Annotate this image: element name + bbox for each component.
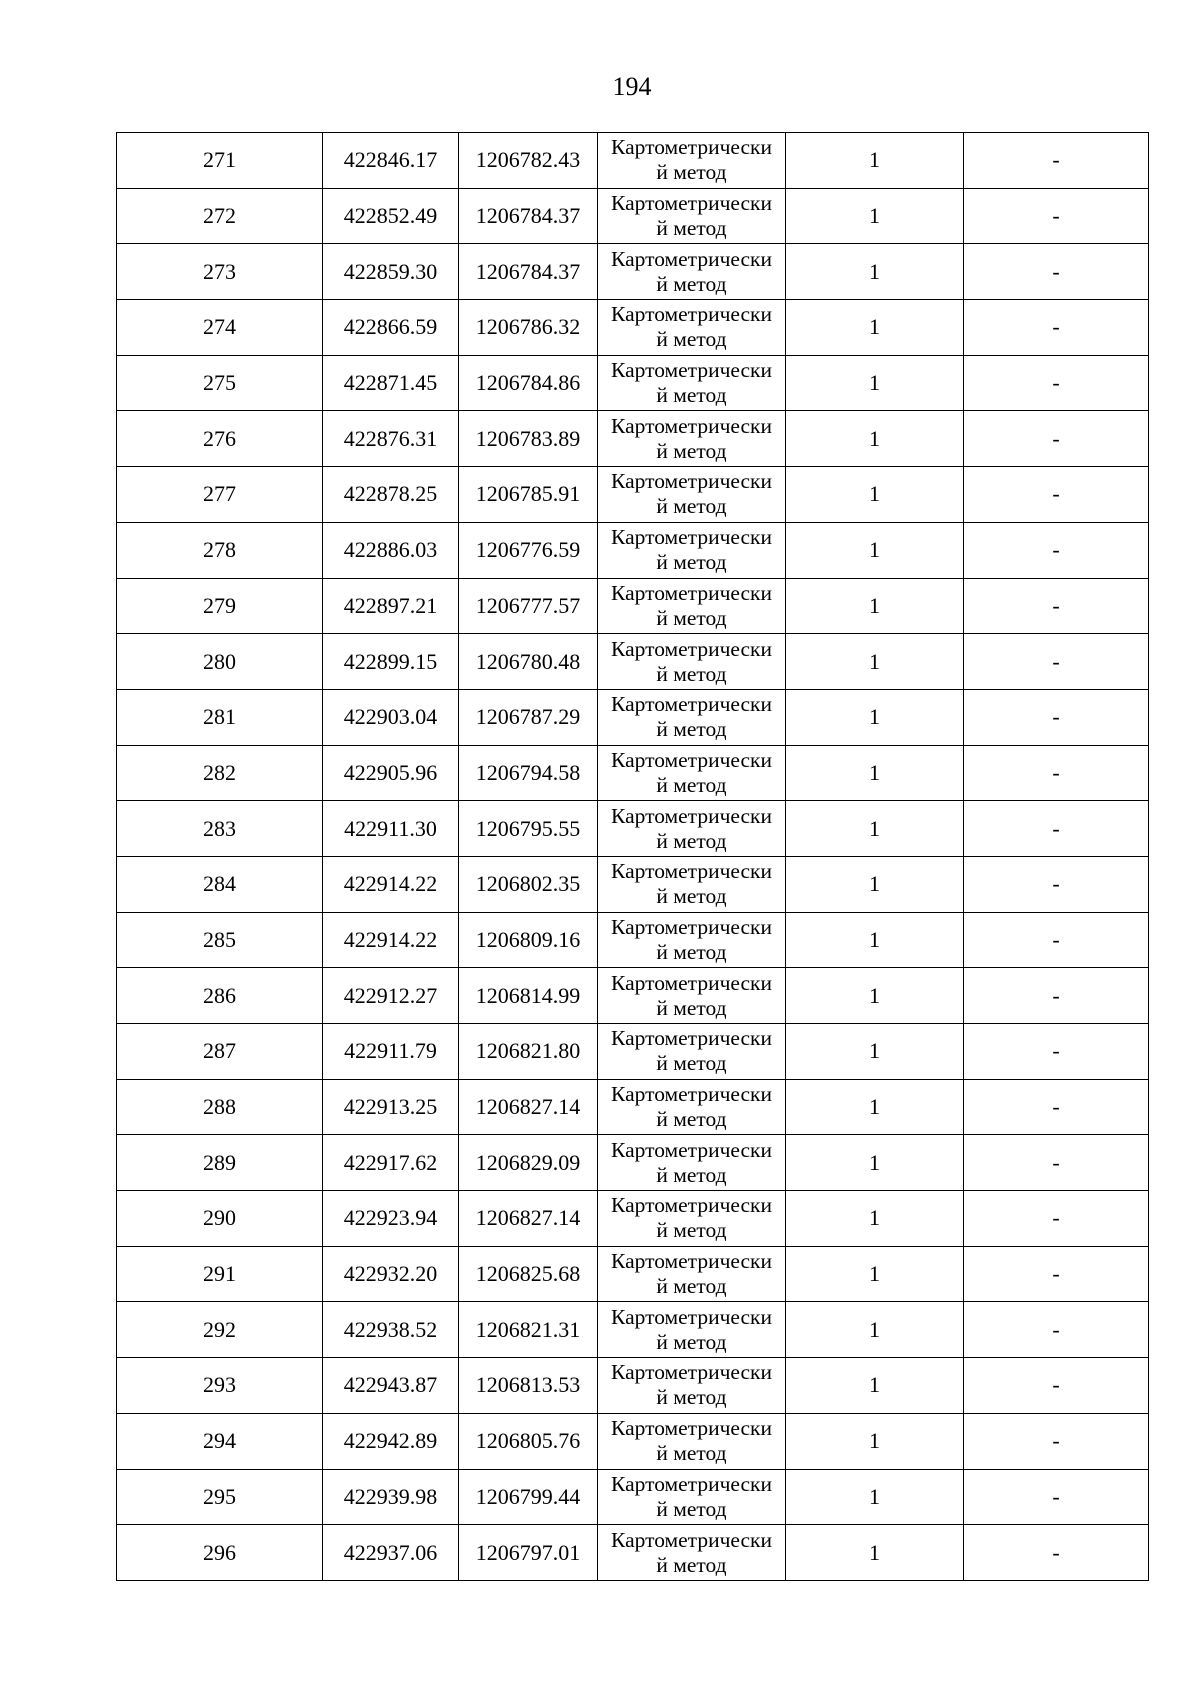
point-number-cell: 273 <box>117 244 323 300</box>
x-coordinate-cell: 422878.25 <box>323 467 459 523</box>
note-cell: - <box>964 689 1149 745</box>
table-row <box>117 801 1149 857</box>
note-cell: - <box>964 1246 1149 1302</box>
accuracy-cell: 1 <box>786 912 964 968</box>
table-row <box>117 522 1149 578</box>
method-cell: Картометрически й метод <box>598 1135 786 1191</box>
point-number-cell: 272 <box>117 188 323 244</box>
y-coordinate-cell: 1206787.29 <box>459 689 598 745</box>
table-row <box>117 1469 1149 1525</box>
point-number-cell: 286 <box>117 968 323 1024</box>
note-cell: - <box>964 634 1149 690</box>
point-number-cell: 274 <box>117 300 323 356</box>
x-coordinate-cell: 422943.87 <box>323 1358 459 1414</box>
note-cell: - <box>964 578 1149 634</box>
y-coordinate-cell: 1206795.55 <box>459 801 598 857</box>
y-coordinate-cell: 1206776.59 <box>459 522 598 578</box>
method-cell: Картометрически й метод <box>598 856 786 912</box>
x-coordinate-cell: 422886.03 <box>323 522 459 578</box>
table-row <box>117 411 1149 467</box>
y-coordinate-cell: 1206821.31 <box>459 1302 598 1358</box>
accuracy-cell: 1 <box>786 689 964 745</box>
method-cell: Картометрически й метод <box>598 1413 786 1469</box>
point-number-cell: 296 <box>117 1525 323 1581</box>
note-cell: - <box>964 1135 1149 1191</box>
y-coordinate-cell: 1206825.68 <box>459 1246 598 1302</box>
table-row <box>117 133 1149 189</box>
x-coordinate-cell: 422905.96 <box>323 745 459 801</box>
point-number-cell: 288 <box>117 1079 323 1135</box>
method-cell: Картометрически й метод <box>598 411 786 467</box>
method-cell: Картометрически й метод <box>598 522 786 578</box>
y-coordinate-cell: 1206799.44 <box>459 1469 598 1525</box>
coordinates-table-body <box>117 133 1149 1581</box>
y-coordinate-cell: 1206785.91 <box>459 467 598 523</box>
y-coordinate-cell: 1206829.09 <box>459 1135 598 1191</box>
point-number-cell: 271 <box>117 133 323 189</box>
method-cell: Картометрически й метод <box>598 355 786 411</box>
method-cell: Картометрически й метод <box>598 1525 786 1581</box>
page-number: 194 <box>612 72 652 101</box>
note-cell: - <box>964 355 1149 411</box>
x-coordinate-cell: 422846.17 <box>323 133 459 189</box>
point-number-cell: 289 <box>117 1135 323 1191</box>
point-number-cell: 277 <box>117 467 323 523</box>
accuracy-cell: 1 <box>786 634 964 690</box>
coordinates-table <box>116 132 1149 1581</box>
table-row <box>117 745 1149 801</box>
x-coordinate-cell: 422876.31 <box>323 411 459 467</box>
table-row <box>117 1191 1149 1247</box>
accuracy-cell: 1 <box>786 188 964 244</box>
x-coordinate-cell: 422859.30 <box>323 244 459 300</box>
note-cell: - <box>964 467 1149 523</box>
x-coordinate-cell: 422932.20 <box>323 1246 459 1302</box>
y-coordinate-cell: 1206797.01 <box>459 1525 598 1581</box>
y-coordinate-cell: 1206821.80 <box>459 1024 598 1080</box>
table-row <box>117 1079 1149 1135</box>
y-coordinate-cell: 1206786.32 <box>459 300 598 356</box>
table-row <box>117 1135 1149 1191</box>
method-cell: Картометрически й метод <box>598 689 786 745</box>
x-coordinate-cell: 422914.22 <box>323 912 459 968</box>
accuracy-cell: 1 <box>786 411 964 467</box>
method-cell: Картометрически й метод <box>598 1024 786 1080</box>
accuracy-cell: 1 <box>786 968 964 1024</box>
table-row <box>117 188 1149 244</box>
note-cell: - <box>964 1024 1149 1080</box>
point-number-cell: 295 <box>117 1469 323 1525</box>
note-cell: - <box>964 745 1149 801</box>
table-row <box>117 300 1149 356</box>
accuracy-cell: 1 <box>786 1413 964 1469</box>
note-cell: - <box>964 912 1149 968</box>
method-cell: Картометрически й метод <box>598 1358 786 1414</box>
accuracy-cell: 1 <box>786 801 964 857</box>
x-coordinate-cell: 422937.06 <box>323 1525 459 1581</box>
note-cell: - <box>964 801 1149 857</box>
accuracy-cell: 1 <box>786 1525 964 1581</box>
x-coordinate-cell: 422939.98 <box>323 1469 459 1525</box>
note-cell: - <box>964 244 1149 300</box>
accuracy-cell: 1 <box>786 1358 964 1414</box>
method-cell: Картометрически й метод <box>598 1191 786 1247</box>
y-coordinate-cell: 1206809.16 <box>459 912 598 968</box>
point-number-cell: 291 <box>117 1246 323 1302</box>
method-cell: Картометрически й метод <box>598 968 786 1024</box>
x-coordinate-cell: 422866.59 <box>323 300 459 356</box>
method-cell: Картометрически й метод <box>598 1302 786 1358</box>
y-coordinate-cell: 1206827.14 <box>459 1079 598 1135</box>
x-coordinate-cell: 422913.25 <box>323 1079 459 1135</box>
x-coordinate-cell: 422899.15 <box>323 634 459 690</box>
table-row <box>117 244 1149 300</box>
point-number-cell: 279 <box>117 578 323 634</box>
note-cell: - <box>964 1469 1149 1525</box>
method-cell: Картометрически й метод <box>598 745 786 801</box>
y-coordinate-cell: 1206814.99 <box>459 968 598 1024</box>
note-cell: - <box>964 1413 1149 1469</box>
x-coordinate-cell: 422911.79 <box>323 1024 459 1080</box>
point-number-cell: 283 <box>117 801 323 857</box>
table-row <box>117 1525 1149 1581</box>
x-coordinate-cell: 422912.27 <box>323 968 459 1024</box>
accuracy-cell: 1 <box>786 1469 964 1525</box>
note-cell: - <box>964 1358 1149 1414</box>
table-row <box>117 689 1149 745</box>
method-cell: Картометрически й метод <box>598 133 786 189</box>
note-cell: - <box>964 133 1149 189</box>
note-cell: - <box>964 522 1149 578</box>
accuracy-cell: 1 <box>786 467 964 523</box>
y-coordinate-cell: 1206780.48 <box>459 634 598 690</box>
note-cell: - <box>964 968 1149 1024</box>
note-cell: - <box>964 188 1149 244</box>
point-number-cell: 275 <box>117 355 323 411</box>
x-coordinate-cell: 422942.89 <box>323 1413 459 1469</box>
point-number-cell: 294 <box>117 1413 323 1469</box>
note-cell: - <box>964 1302 1149 1358</box>
table-row <box>117 634 1149 690</box>
accuracy-cell: 1 <box>786 1191 964 1247</box>
x-coordinate-cell: 422923.94 <box>323 1191 459 1247</box>
point-number-cell: 280 <box>117 634 323 690</box>
accuracy-cell: 1 <box>786 300 964 356</box>
table-row <box>117 1358 1149 1414</box>
y-coordinate-cell: 1206827.14 <box>459 1191 598 1247</box>
accuracy-cell: 1 <box>786 578 964 634</box>
x-coordinate-cell: 422852.49 <box>323 188 459 244</box>
method-cell: Картометрически й метод <box>598 1246 786 1302</box>
accuracy-cell: 1 <box>786 133 964 189</box>
note-cell: - <box>964 300 1149 356</box>
method-cell: Картометрически й метод <box>598 801 786 857</box>
y-coordinate-cell: 1206784.86 <box>459 355 598 411</box>
accuracy-cell: 1 <box>786 745 964 801</box>
accuracy-cell: 1 <box>786 244 964 300</box>
method-cell: Картометрически й метод <box>598 188 786 244</box>
accuracy-cell: 1 <box>786 1302 964 1358</box>
point-number-cell: 282 <box>117 745 323 801</box>
table-row <box>117 1302 1149 1358</box>
table-row <box>117 578 1149 634</box>
accuracy-cell: 1 <box>786 1079 964 1135</box>
method-cell: Картометрически й метод <box>598 1469 786 1525</box>
x-coordinate-cell: 422903.04 <box>323 689 459 745</box>
point-number-cell: 292 <box>117 1302 323 1358</box>
method-cell: Картометрически й метод <box>598 578 786 634</box>
x-coordinate-cell: 422917.62 <box>323 1135 459 1191</box>
point-number-cell: 287 <box>117 1024 323 1080</box>
point-number-cell: 281 <box>117 689 323 745</box>
note-cell: - <box>964 856 1149 912</box>
accuracy-cell: 1 <box>786 1246 964 1302</box>
point-number-cell: 276 <box>117 411 323 467</box>
table-row <box>117 467 1149 523</box>
note-cell: - <box>964 411 1149 467</box>
method-cell: Картометрически й метод <box>598 912 786 968</box>
accuracy-cell: 1 <box>786 1024 964 1080</box>
table-row <box>117 968 1149 1024</box>
table-row <box>117 1413 1149 1469</box>
y-coordinate-cell: 1206794.58 <box>459 745 598 801</box>
accuracy-cell: 1 <box>786 522 964 578</box>
method-cell: Картометрически й метод <box>598 467 786 523</box>
accuracy-cell: 1 <box>786 355 964 411</box>
y-coordinate-cell: 1206784.37 <box>459 188 598 244</box>
x-coordinate-cell: 422938.52 <box>323 1302 459 1358</box>
x-coordinate-cell: 422897.21 <box>323 578 459 634</box>
point-number-cell: 284 <box>117 856 323 912</box>
y-coordinate-cell: 1206777.57 <box>459 578 598 634</box>
method-cell: Картометрически й метод <box>598 1079 786 1135</box>
method-cell: Картометрически й метод <box>598 300 786 356</box>
y-coordinate-cell: 1206802.35 <box>459 856 598 912</box>
y-coordinate-cell: 1206783.89 <box>459 411 598 467</box>
table-row <box>117 1024 1149 1080</box>
point-number-cell: 290 <box>117 1191 323 1247</box>
y-coordinate-cell: 1206782.43 <box>459 133 598 189</box>
method-cell: Картометрически й метод <box>598 244 786 300</box>
x-coordinate-cell: 422914.22 <box>323 856 459 912</box>
table-row <box>117 912 1149 968</box>
note-cell: - <box>964 1079 1149 1135</box>
method-cell: Картометрически й метод <box>598 634 786 690</box>
y-coordinate-cell: 1206813.53 <box>459 1358 598 1414</box>
x-coordinate-cell: 422871.45 <box>323 355 459 411</box>
table-row <box>117 856 1149 912</box>
point-number-cell: 293 <box>117 1358 323 1414</box>
accuracy-cell: 1 <box>786 856 964 912</box>
accuracy-cell: 1 <box>786 1135 964 1191</box>
point-number-cell: 285 <box>117 912 323 968</box>
x-coordinate-cell: 422911.30 <box>323 801 459 857</box>
point-number-cell: 278 <box>117 522 323 578</box>
table-row <box>117 1246 1149 1302</box>
y-coordinate-cell: 1206784.37 <box>459 244 598 300</box>
y-coordinate-cell: 1206805.76 <box>459 1413 598 1469</box>
table-row <box>117 355 1149 411</box>
note-cell: - <box>964 1525 1149 1581</box>
note-cell: - <box>964 1191 1149 1247</box>
